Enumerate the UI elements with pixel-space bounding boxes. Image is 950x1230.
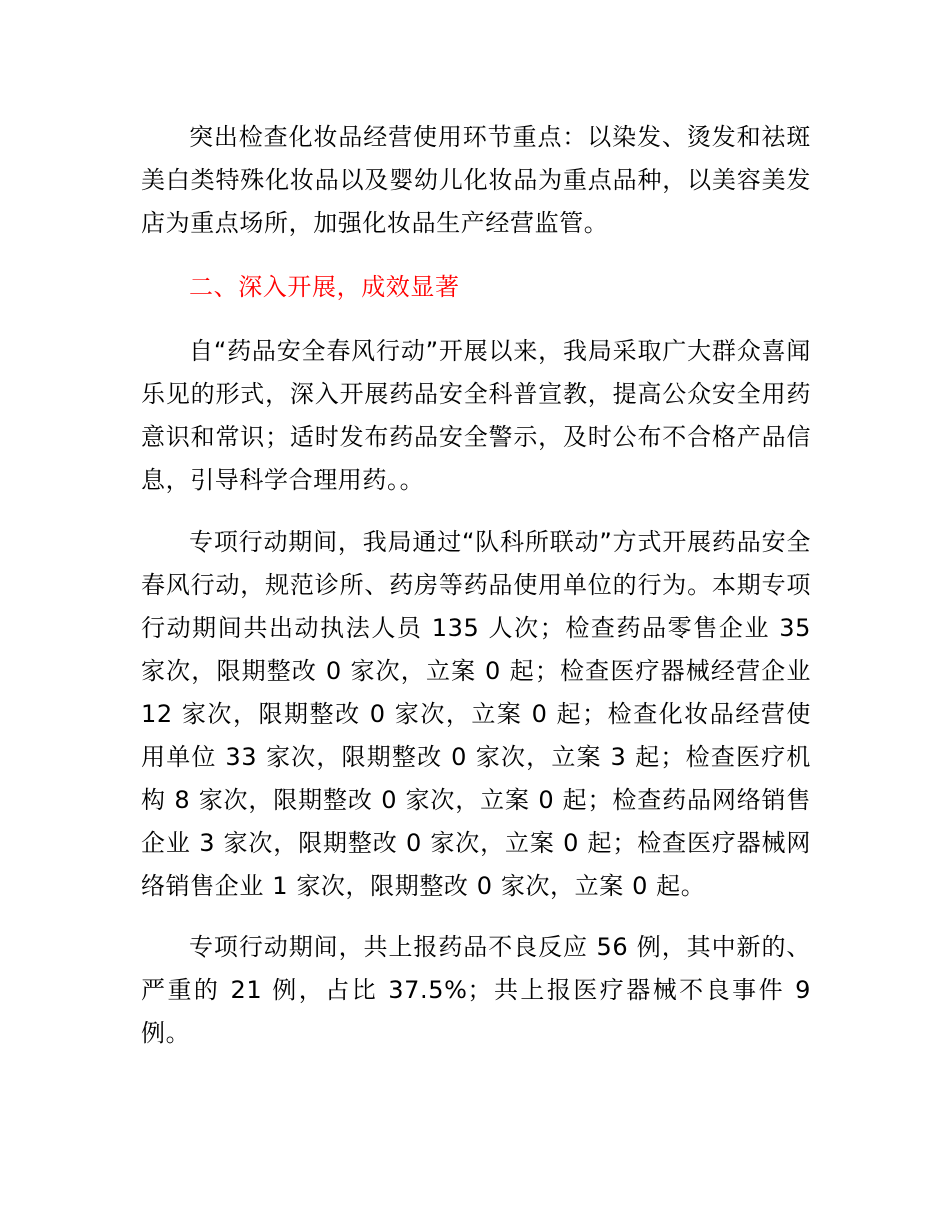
section-heading: 二、深入开展，成效显著 — [189, 273, 460, 301]
paragraph-adverse-reactions: 专项行动期间，共上报药品不良反应 56 例，其中新的、严重的 21 例，占比 37.5%；共上报医疗器械不良事件 9 例。 — [141, 933, 811, 1047]
paragraph-public-education: 自“药品安全春风行动”开展以来，我局采取广大群众喜闻乐见的形式，深入开展药品安全科普宣教，提高公众安全用药意识和常识；适时发布药品安全警示，及时公布不合格产品信息，引导科学合理用药。。 — [141, 337, 811, 494]
paragraph-enforcement-statistics: 专项行动期间，我局通过“队科所联动”方式开展药品安全春风行动，规范诊所、药房等药品使用单位的行为。本期专项行动期间共出动执法人员 135 人次；检查药品零售企业 35 家次，限期整改 0 家次，立案 0 起；检查医疗器械经营企业 12 家次，限期整改 0 家次，立案 0 起；检查化妆品经营使用单位 33 家次，限期整改 0 家次，立案 3 起；检查医疗机构 8 家次，限期整改 0 家次，立案 0 起；检查药品网络销售企业 3 家次，限期整改 0 家次，立案 0 起；检查医疗器械网络销售企业 1 家次，限期整改 0 家次，立案 0 起。 — [141, 528, 811, 900]
paragraph-cosmetics-inspection: 突出检查化妆品经营使用环节重点：以染发、烫发和祛斑美白类特殊化妆品以及婴幼儿化妆品为重点品种，以美容美发店为重点场所，加强化妆品生产经营监管。 — [141, 123, 811, 237]
